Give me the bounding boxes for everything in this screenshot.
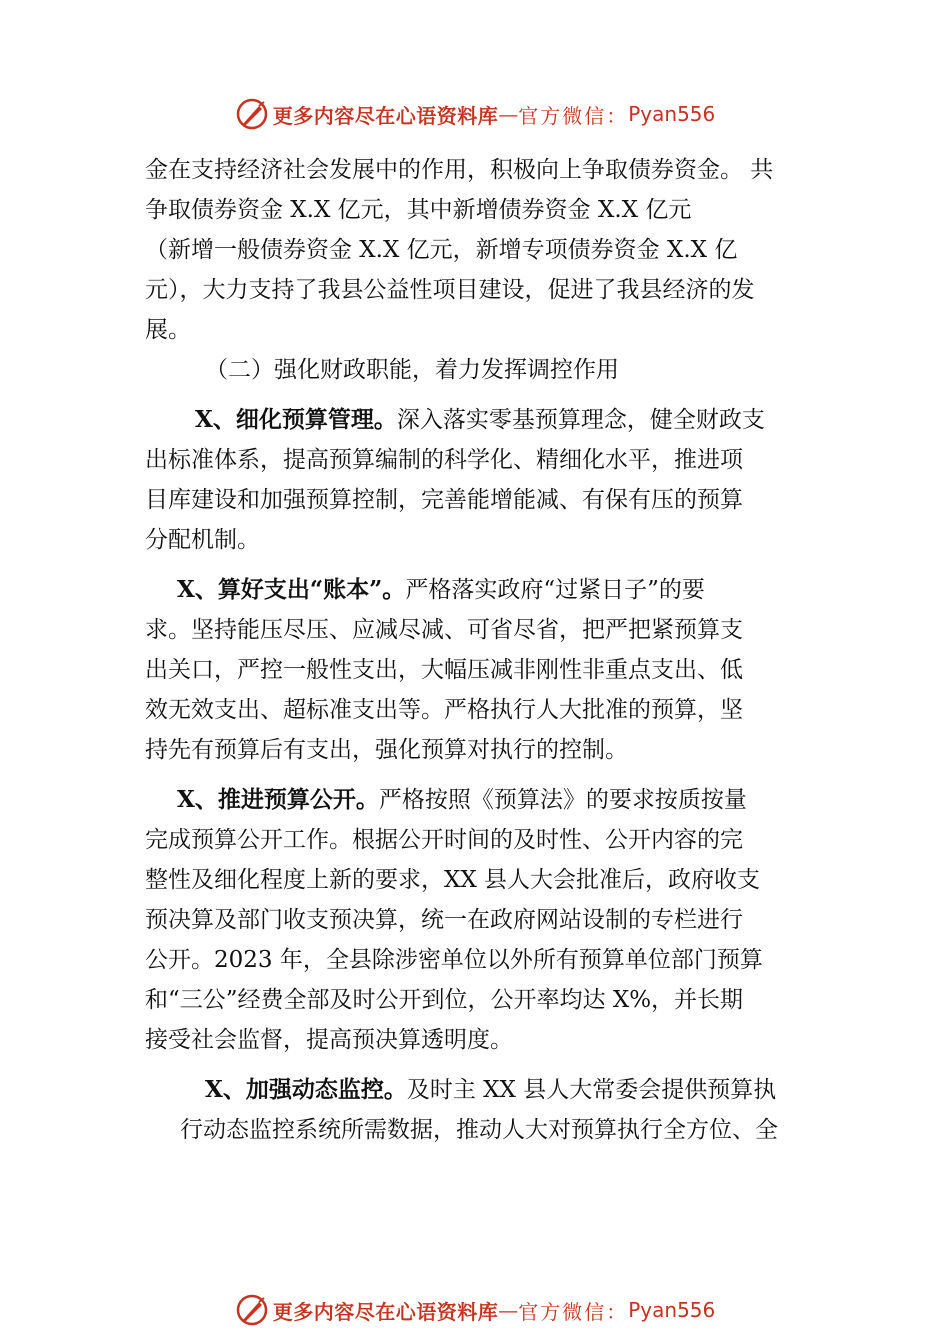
- paragraph-expenditure-ledger: [145, 570, 830, 770]
- text-line: 元），大力支持了我县公益性项目建设，促进了我县经济的发: [145, 277, 755, 303]
- banner-wechat-label: 官方微信：: [518, 103, 629, 128]
- text-line: 严格落实政府“过紧日子”的要: [405, 577, 705, 603]
- banner-text: 更多内容尽在心语资料库: [272, 1299, 499, 1324]
- paragraph-budget-management: [145, 400, 830, 560]
- paragraph-heading: X、算好支出“账本”。: [177, 576, 406, 603]
- text-line: 完成预算公开工作。根据公开时间的及时性、公开内容的完: [145, 827, 743, 853]
- pen-quill-logo: [235, 97, 269, 131]
- paragraph-dynamic-monitoring: [145, 1070, 830, 1150]
- footer-banner: [0, 1290, 950, 1330]
- paragraph-heading: X、推进预算公开。: [177, 786, 379, 813]
- section-title: （二）强化财政职能，着力发挥调控作用: [205, 357, 619, 383]
- text-line: 争取债券资金 X.X 亿元，其中新增债券资金 X.X 亿元: [145, 197, 692, 223]
- banner-text: 更多内容尽在心语资料库: [272, 103, 499, 128]
- banner-wechat-label: 官方微信：: [518, 1299, 629, 1324]
- text-line: 展。: [145, 317, 191, 343]
- text-line: 目库建设和加强预算控制，完善能增能减、有保有压的预算: [145, 487, 743, 513]
- header-banner: [0, 94, 950, 134]
- text-line: 深入落实零基预算理念，健全财政支: [396, 407, 765, 433]
- banner-separator: —: [498, 1298, 519, 1322]
- paragraph-heading: X、加强动态监控。: [205, 1076, 407, 1103]
- banner-wechat-id: Pyan556: [628, 102, 716, 126]
- text-line: 行动态监控系统所需数据，推动人大对预算执行全方位、全: [180, 1117, 778, 1143]
- text-line: （新增一般债券资金 X.X 亿元，新增专项债券资金 X.X 亿: [145, 237, 738, 263]
- banner-separator: —: [498, 102, 519, 126]
- text-line: 及时主 XX 县人大常委会提供预算执: [406, 1077, 777, 1103]
- banner-wechat-id: Pyan556: [628, 1298, 716, 1322]
- text-line: 求。坚持能压尽压、应减尽减、可省尽省，把严把紧预算支: [145, 617, 743, 643]
- text-line: 出关口，严控一般性支出，大幅压减非刚性非重点支出、低: [145, 657, 743, 683]
- text-line: 持先有预算后有支出，强化预算对执行的控制。: [145, 737, 628, 763]
- paragraph-budget-disclosure: [145, 780, 830, 1060]
- text-line: 和“三公”经费全部及时公开到位，公开率均达 X%，并长期: [145, 987, 744, 1013]
- text-line: 公开。2023 年，全县除涉密单位以外所有预算单位部门预算: [145, 947, 763, 973]
- text-line: 接受社会监督，提高预决算透明度。: [145, 1027, 513, 1053]
- text-line: 出标准体系，提高预算编制的科学化、精细化水平，推进项: [145, 447, 743, 473]
- text-line: 严格按照《预算法》的要求按质按量: [378, 787, 747, 813]
- paragraph-bond-funds: [145, 150, 830, 350]
- text-line: 预决算及部门收支预决算，统一在政府网站设制的专栏进行: [145, 907, 743, 933]
- text-line: 分配机制。: [145, 527, 260, 553]
- text-line: 金在支持经济社会发展中的作用，积极向上争取债券资金。 共: [145, 157, 774, 183]
- pen-quill-logo: [235, 1293, 269, 1327]
- paragraph-heading: X、细化预算管理。: [195, 406, 397, 433]
- document-body: [145, 150, 830, 1150]
- text-line: 效无效支出、超标准支出等。严格执行人大批准的预算，坚: [145, 697, 743, 723]
- section-heading: [145, 350, 830, 390]
- text-line: 整性及细化程度上新的要求，XX 县人大会批准后，政府收支: [145, 867, 761, 893]
